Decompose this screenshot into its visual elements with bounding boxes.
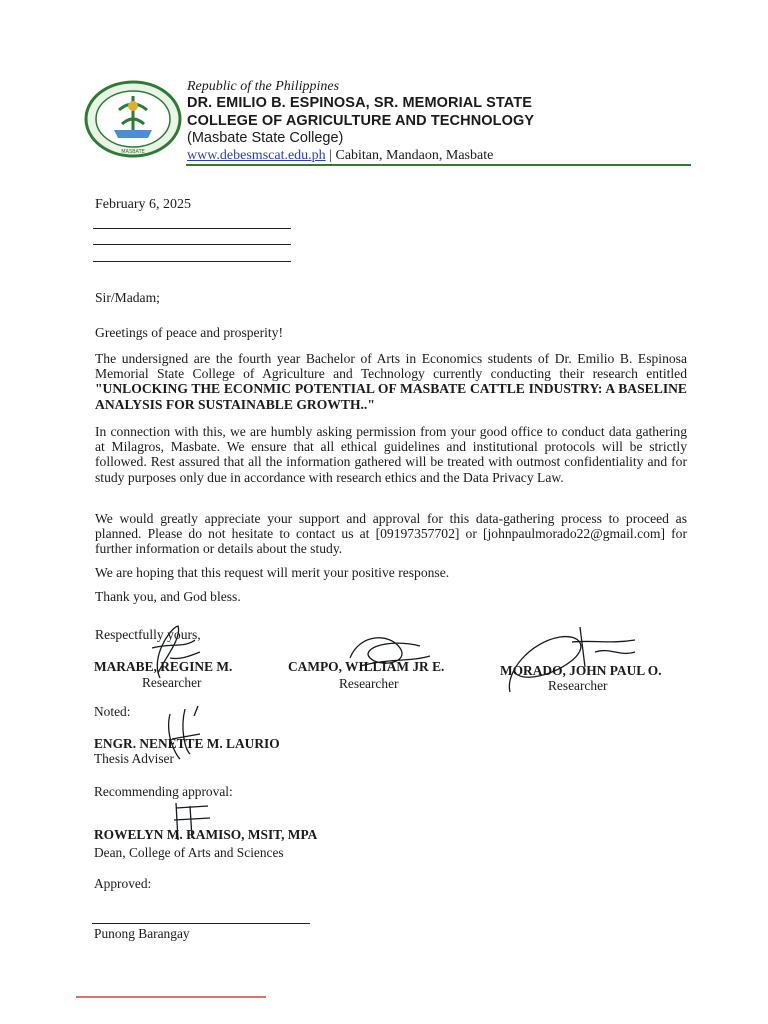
paragraph-intro — [95, 351, 687, 412]
researcher-name-3: MORADO, JOHN PAUL O. — [500, 663, 662, 678]
noted-label: Noted: — [94, 704, 131, 719]
approved-label: Approved: — [94, 876, 152, 891]
researcher-role-1: Researcher — [142, 675, 202, 690]
header-divider — [186, 164, 691, 166]
recipient-line — [93, 261, 291, 262]
paragraph-contact: We would greatly appreciate your support and approval for this data-gathering process to proceed as planned. Please do not hesitate to contact us at [09197357702] or [johnpaulmorado22@gmail.com] for further information or details about the study. — [95, 511, 687, 557]
college-seal-logo — [84, 80, 182, 158]
dean-name: ROWELYN M. RAMISO, MSIT, MPA — [94, 827, 318, 842]
greeting: Greetings of peace and prosperity! — [95, 325, 283, 340]
closing-line: Respectfully yours, — [95, 627, 201, 642]
adviser-name: ENGR. NENETTE M. LAURIO — [94, 736, 280, 751]
paragraph-intro-text: The undersigned are the fourth year Bachelor of Arts in Economics students of Dr. Emilio B. Espinosa Memorial State College of Agriculture and Technology currently conducting their research entitled — [95, 351, 687, 382]
footer-rule — [76, 996, 266, 998]
website-address-line — [187, 148, 493, 164]
institution-name-line1: DR. EMILIO B. ESPINOSA, SR. MEMORIAL STATE — [187, 95, 532, 111]
adviser-role: Thesis Adviser — [94, 751, 174, 766]
logo-text: MASBATE — [121, 149, 145, 155]
campus-address: | Cabitan, Mandaon, Masbate — [325, 148, 494, 163]
salutation: Sir/Madam; — [95, 290, 160, 305]
researcher-name-2: CAMPO, WILLIAM JR E. — [288, 659, 445, 674]
institution-name-line2: COLLEGE OF AGRICULTURE AND TECHNOLOGY — [187, 113, 535, 129]
thanks-line: Thank you, and God bless. — [95, 589, 241, 604]
researcher-name-1: MARABE, REGINE M. — [94, 659, 233, 674]
researcher-role-2: Researcher — [339, 676, 399, 691]
republic-line: Republic of the Philippines — [187, 79, 340, 94]
institution-alt-name: (Masbate State College) — [187, 130, 344, 146]
recipient-line — [93, 244, 291, 245]
letter-date: February 6, 2025 — [95, 197, 192, 212]
recommending-label: Recommending approval: — [94, 784, 233, 799]
recipient-line — [93, 228, 291, 229]
approver-signature-line — [92, 923, 310, 924]
paragraph-permission: In connection with this, we are humbly asking permission from your good office to conduct data gathering at Milagros, Masbate. We ensure that all ethical guidelines and institutional protocols will be strictly followed. Rest assured that all the information gathered will be treated with outmost confidentiality and for study purposes only due in accordance with research ethics and the Data Privacy Law. — [95, 424, 687, 485]
dean-role: Dean, College of Arts and Sciences — [94, 845, 284, 860]
approver-role: Punong Barangay — [94, 926, 190, 941]
website-link[interactable]: www.debesmscat.edu.ph — [187, 148, 326, 163]
research-title: "UNLOCKING THE ECONMIC POTENTIAL OF MASBATE CATTLE INDUSTRY: A BASELINE ANALYSIS FOR SUSTAINABLE GROWTH.." — [95, 381, 687, 412]
researcher-role-3: Researcher — [548, 678, 608, 693]
paragraph-hope: We are hoping that this request will merit your positive response. — [95, 565, 450, 580]
